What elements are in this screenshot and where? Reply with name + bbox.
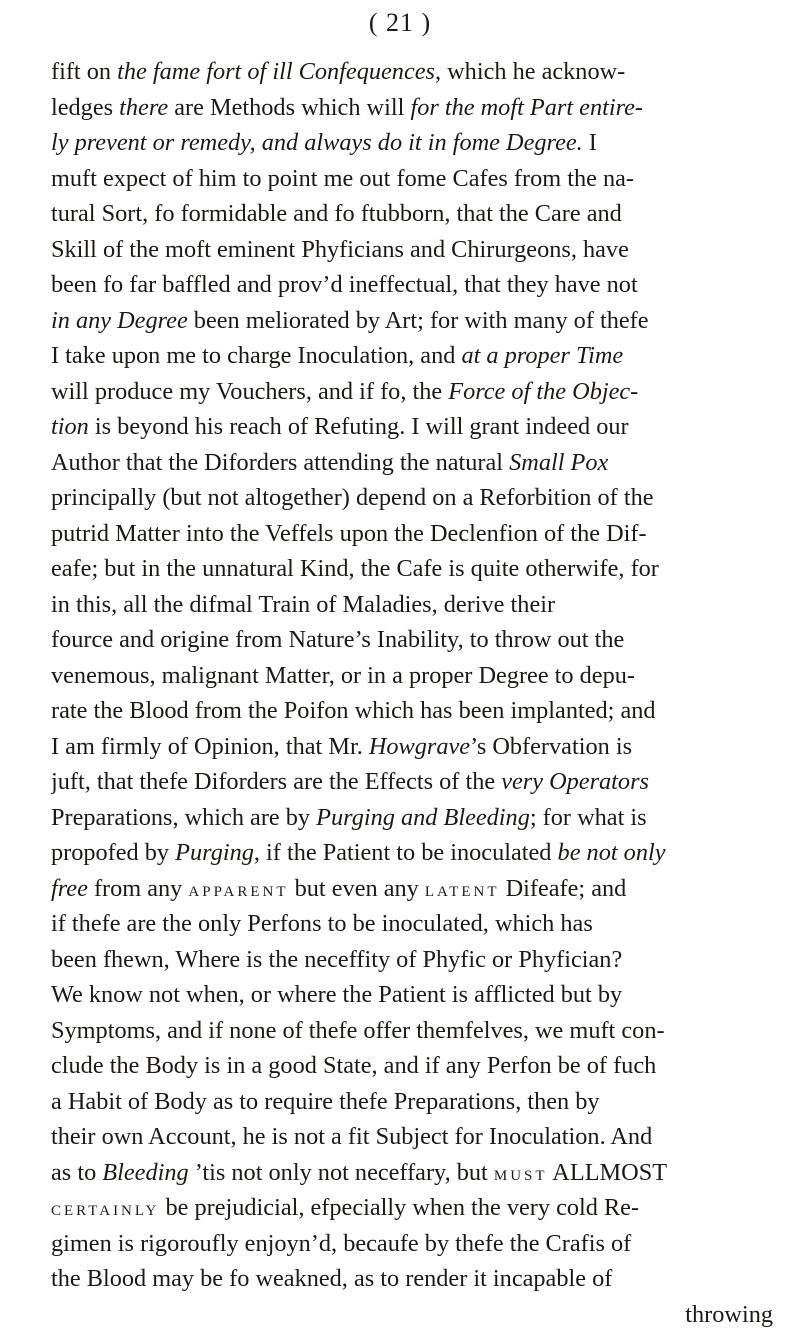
text-segment: a Habit of Body as to require thefe Preparations, then by — [51, 1088, 600, 1115]
text-line — [51, 232, 791, 268]
text-segment: principally (but not altogether) depend on a Reforbition of the — [51, 484, 654, 511]
italic-text: ly prevent or remedy, and always do it in fome Degree. — [51, 129, 583, 156]
text-segment: juft, that thefe Diforders are the Effects of the — [51, 768, 501, 795]
text-line — [51, 1261, 791, 1297]
text-segment: been fhewn, Where is the neceffity of Phyfic or Phyfician? — [51, 946, 622, 973]
text-line — [51, 303, 791, 339]
text-segment: putrid Matter into the Veffels upon the Declenfion of the Dif- — [51, 520, 647, 547]
text-segment: ’tis not only not neceffary, but — [189, 1159, 494, 1186]
text-line — [51, 942, 791, 978]
text-line — [51, 551, 791, 587]
italic-text: be not only — [558, 839, 666, 866]
body-text — [51, 54, 791, 1332]
italic-text: for the moft Part entire- — [410, 94, 643, 121]
text-segment: , if the Patient to be inoculated — [254, 839, 558, 866]
text-segment: ’s Obfervation is — [470, 733, 632, 760]
text-line — [51, 1190, 791, 1226]
text-segment: I take upon me to charge Inoculation, and — [51, 342, 461, 369]
italic-text: tion — [51, 413, 89, 440]
text-line — [51, 267, 791, 303]
text-segment: ; for what is — [530, 804, 647, 831]
italic-text: Small Pox — [509, 449, 608, 476]
text-segment: eafe; but in the unnatural Kind, the Cafe is quite otherwife, for — [51, 555, 659, 582]
text-segment: We know not when, or where the Patient is afflicted but by — [51, 981, 622, 1008]
italic-text: in any Degree — [51, 307, 188, 334]
text-segment: throwing — [685, 1301, 773, 1328]
text-segment: their own Account, he is not a fit Subject for Inoculation. And — [51, 1123, 652, 1150]
text-line — [51, 764, 791, 800]
text-segment: ledges — [51, 94, 119, 121]
text-line — [51, 658, 791, 694]
text-segment: muft expect of him to point me out fome Cafes from the na- — [51, 165, 634, 192]
small-caps-text: APPARENT — [188, 884, 288, 900]
text-line — [51, 871, 791, 907]
small-caps-text: CERTAINLY — [51, 1203, 159, 1219]
text-segment: ALLMOST — [548, 1159, 667, 1186]
text-line — [51, 445, 791, 481]
text-line — [51, 125, 791, 161]
text-line — [51, 1084, 791, 1120]
text-segment: I am firmly of Opinion, that Mr. — [51, 733, 369, 760]
text-segment: fource and origine from Nature’s Inability, to throw out the — [51, 626, 624, 653]
italic-text: Force of the Objec- — [448, 378, 638, 405]
text-segment: been meliorated by Art; for with many of thefe — [188, 307, 649, 334]
text-line — [51, 1048, 791, 1084]
text-segment: in this, all the difmal Train of Maladies, derive their — [51, 591, 555, 618]
text-line — [51, 480, 791, 516]
text-segment: tural Sort, fo formidable and fo ftubborn, that the Care and — [51, 200, 622, 227]
text-segment: venemous, malignant Matter, or in a proper Degree to depu- — [51, 662, 635, 689]
text-segment: I — [583, 129, 597, 156]
small-caps-text: MUST — [494, 1168, 548, 1184]
italic-text: Purging — [175, 839, 254, 866]
text-segment: Preparations, which are by — [51, 804, 316, 831]
text-line — [51, 409, 791, 445]
text-line — [51, 729, 791, 765]
text-segment: Skill of the moft eminent Phyficians and Chirurgeons, have — [51, 236, 629, 263]
text-segment: , which he acknow- — [435, 58, 625, 85]
italic-text: Howgrave — [369, 733, 470, 760]
text-line — [51, 196, 791, 232]
text-line — [51, 693, 791, 729]
text-segment: Author that the Diforders attending the natural — [51, 449, 509, 476]
small-caps-text: LATENT — [425, 884, 500, 900]
text-segment: if thefe are the only Perfons to be inoculated, which has — [51, 910, 593, 937]
text-line — [51, 800, 791, 836]
text-segment: as to — [51, 1159, 102, 1186]
text-line — [51, 1155, 791, 1191]
italic-text: free — [51, 875, 88, 902]
italic-text: the fame fort of ill Confequences — [117, 58, 435, 85]
text-line — [51, 1119, 791, 1155]
text-line — [51, 622, 791, 658]
italic-text: Purging and Bleeding — [316, 804, 530, 831]
text-segment: fift on — [51, 58, 117, 85]
text-line — [51, 1226, 791, 1262]
text-segment: be prejudicial, efpecially when the very cold Re- — [159, 1194, 639, 1221]
text-segment: Symptoms, and if none of thefe offer themfelves, we muft con- — [51, 1017, 665, 1044]
text-segment: will produce my Vouchers, and if fo, the — [51, 378, 448, 405]
page-number: ( 21 ) — [0, 8, 800, 38]
text-line — [51, 338, 791, 374]
text-line — [51, 90, 791, 126]
text-line — [51, 835, 791, 871]
italic-text: very Operators — [501, 768, 649, 795]
text-line — [51, 977, 791, 1013]
text-line — [51, 1013, 791, 1049]
text-segment: propofed by — [51, 839, 175, 866]
text-segment: Difeafe; and — [500, 875, 627, 902]
text-line — [51, 161, 791, 197]
italic-text: Bleeding — [102, 1159, 188, 1186]
text-line — [51, 906, 791, 942]
text-line — [51, 1297, 791, 1332]
italic-text: there — [119, 94, 168, 121]
text-segment: is beyond his reach of Refuting. I will grant indeed our — [89, 413, 629, 440]
text-segment: clude the Body is in a good State, and if any Perfon be of fuch — [51, 1052, 656, 1079]
text-line — [51, 374, 791, 410]
text-segment: but even any — [289, 875, 425, 902]
text-segment: been fo far baffled and prov’d ineffectual, that they have not — [51, 271, 638, 298]
text-segment: from any — [88, 875, 189, 902]
text-line — [51, 54, 791, 90]
text-segment: are Methods which will — [168, 94, 410, 121]
text-segment: gimen is rigoroufly enjoyn’d, becaufe by thefe the Crafis of — [51, 1230, 631, 1257]
text-line — [51, 516, 791, 552]
text-line — [51, 587, 791, 623]
italic-text: at a proper Time — [461, 342, 623, 369]
text-segment: rate the Blood from the Poifon which has been implanted; and — [51, 697, 656, 724]
text-segment: the Blood may be fo weakned, as to render it incapable of — [51, 1265, 612, 1292]
